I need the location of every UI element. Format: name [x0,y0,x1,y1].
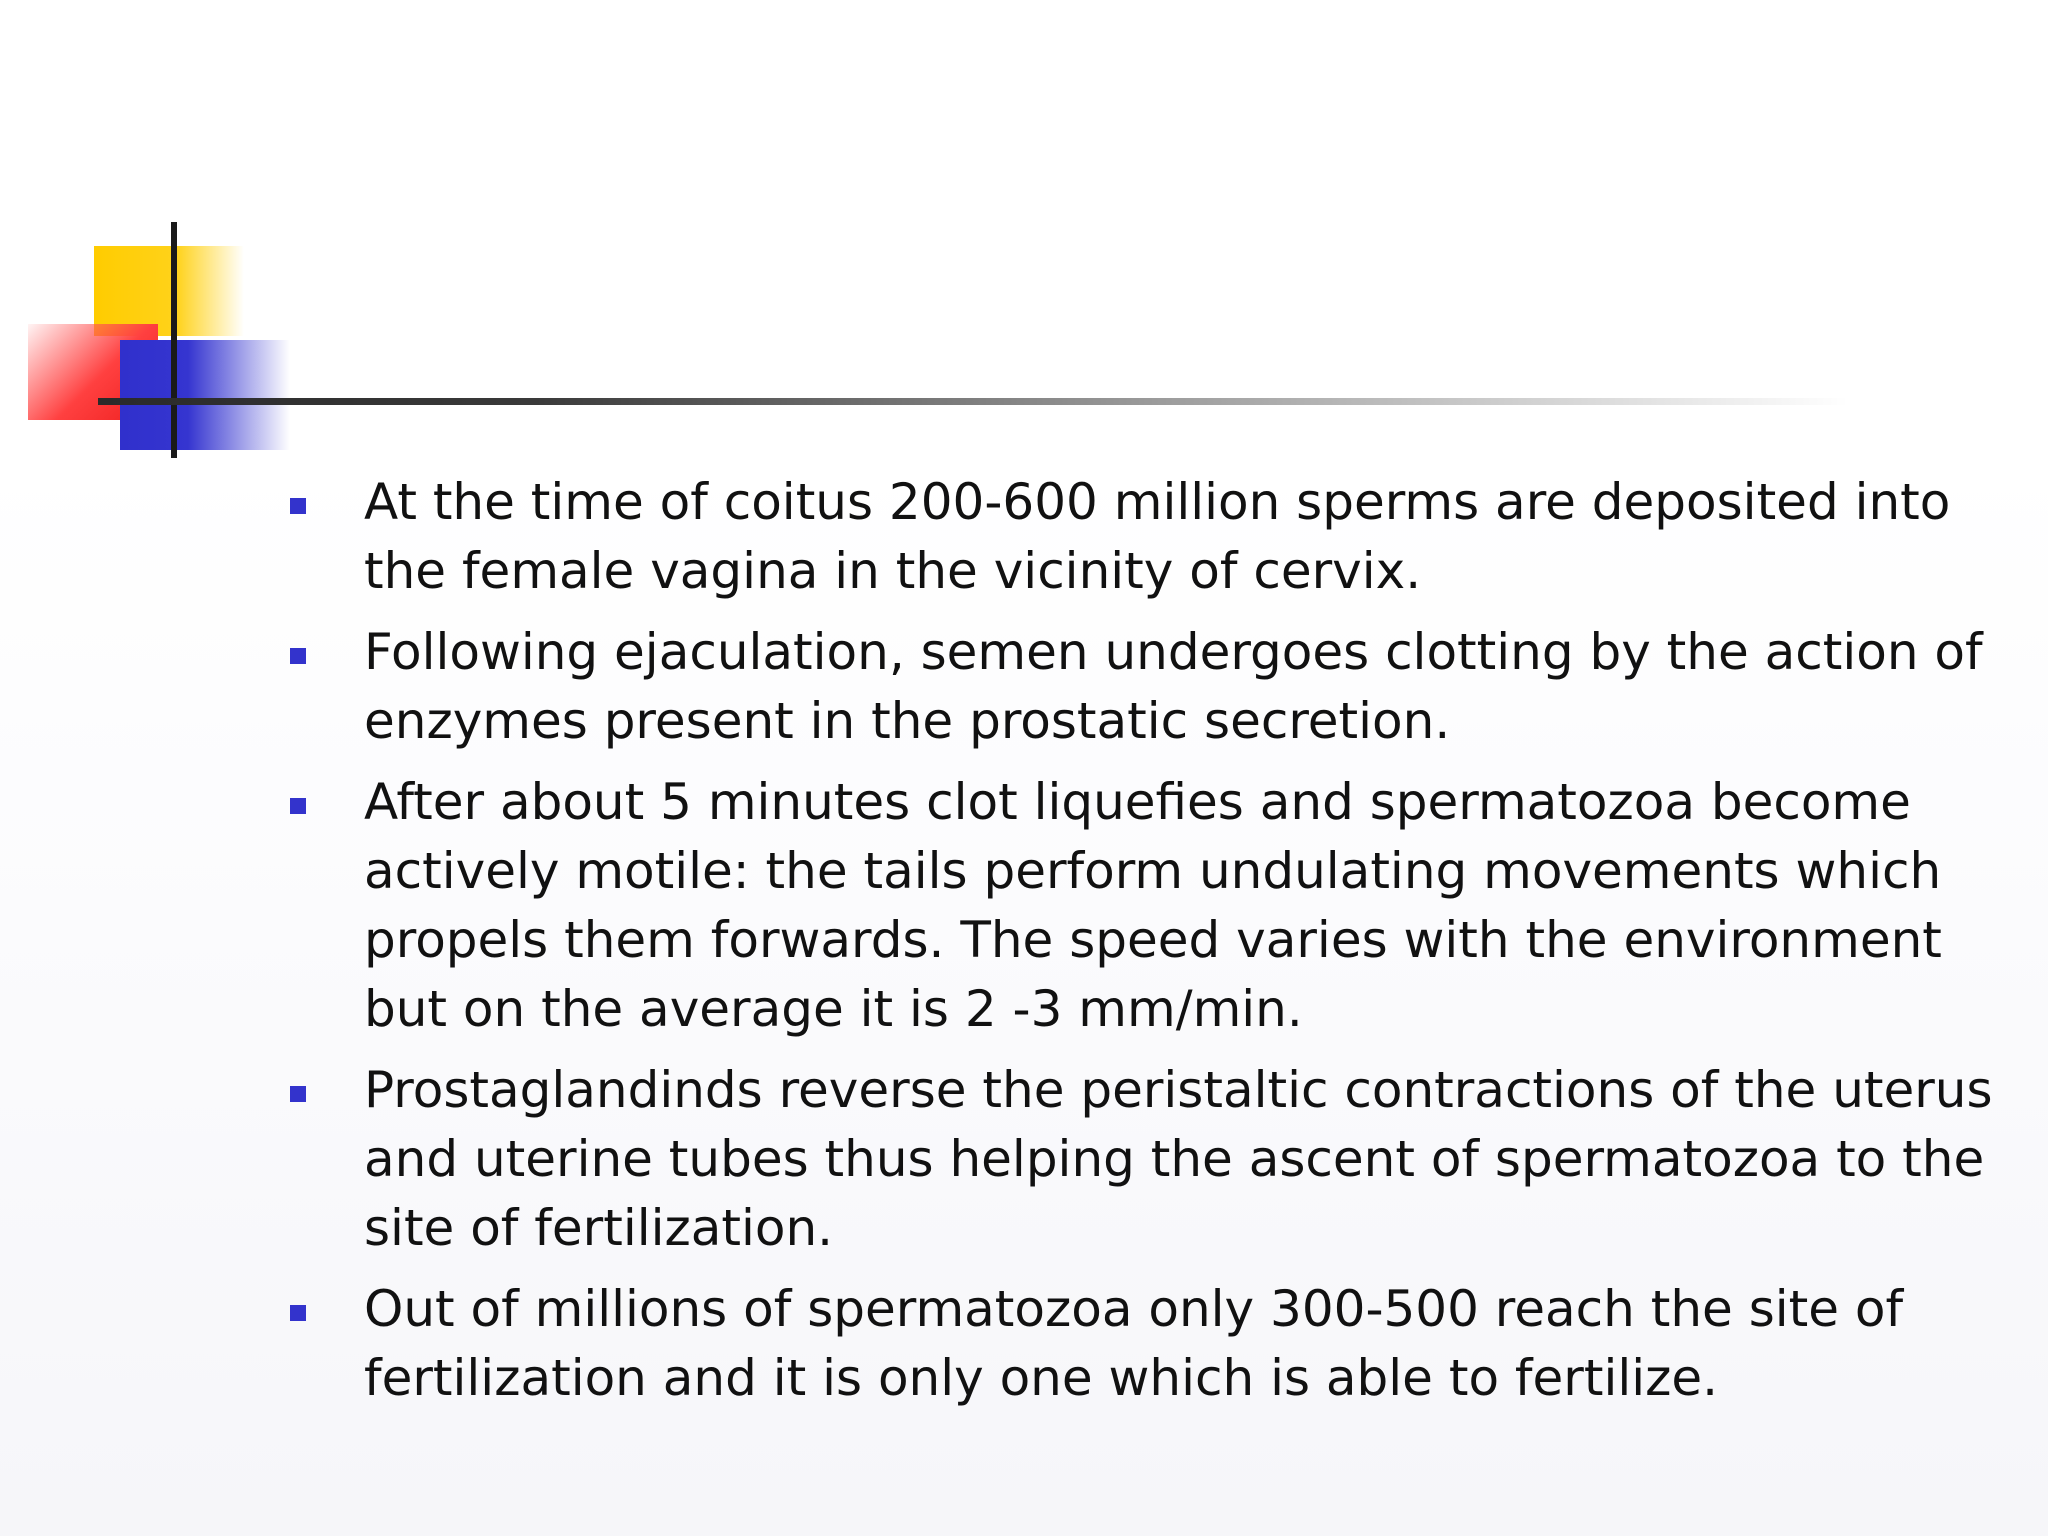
bullet-text: Following ejaculation, semen undergoes clotting by the action of enzymes present in the prostatic secretion. [364,623,1983,750]
bullet-text: At the time of coitus 200-600 million sperms are deposited into the female vagina in the vicinity of cervix. [364,473,1951,600]
bullet-item [286,468,2026,606]
bullet-text: Prostaglandinds reverse the peristaltic contractions of the uterus and uterine tubes thus helping the ascent of spermatozoa to the site of fertilization. [364,1061,1993,1257]
yellow-square-decoration [94,246,244,336]
horizontal-divider-line [98,398,1848,405]
vertical-divider-line [171,222,177,458]
bullet-text: After about 5 minutes clot liquefies and spermatozoa become actively motile: the tails perform undulating movements which propels them forwards. The speed varies with the environment but on the average it is 2 -3 mm/min. [364,773,1942,1038]
blue-square-decoration [120,340,290,450]
bullet-item [286,1056,2026,1263]
blue-square-bullet-icon [290,1086,306,1102]
bullet-list [286,468,2026,1425]
bullet-text: Out of millions of spermatozoa only 300-500 reach the site of fertilization and it is only one which is able to fertilize. [364,1280,1904,1407]
bullet-item [286,768,2026,1044]
decorative-header [0,0,2048,480]
blue-square-bullet-icon [290,648,306,664]
bullet-item [286,1275,2026,1413]
blue-square-bullet-icon [290,798,306,814]
blue-square-bullet-icon [290,1305,306,1321]
bullet-item [286,618,2026,756]
blue-square-bullet-icon [290,498,306,514]
